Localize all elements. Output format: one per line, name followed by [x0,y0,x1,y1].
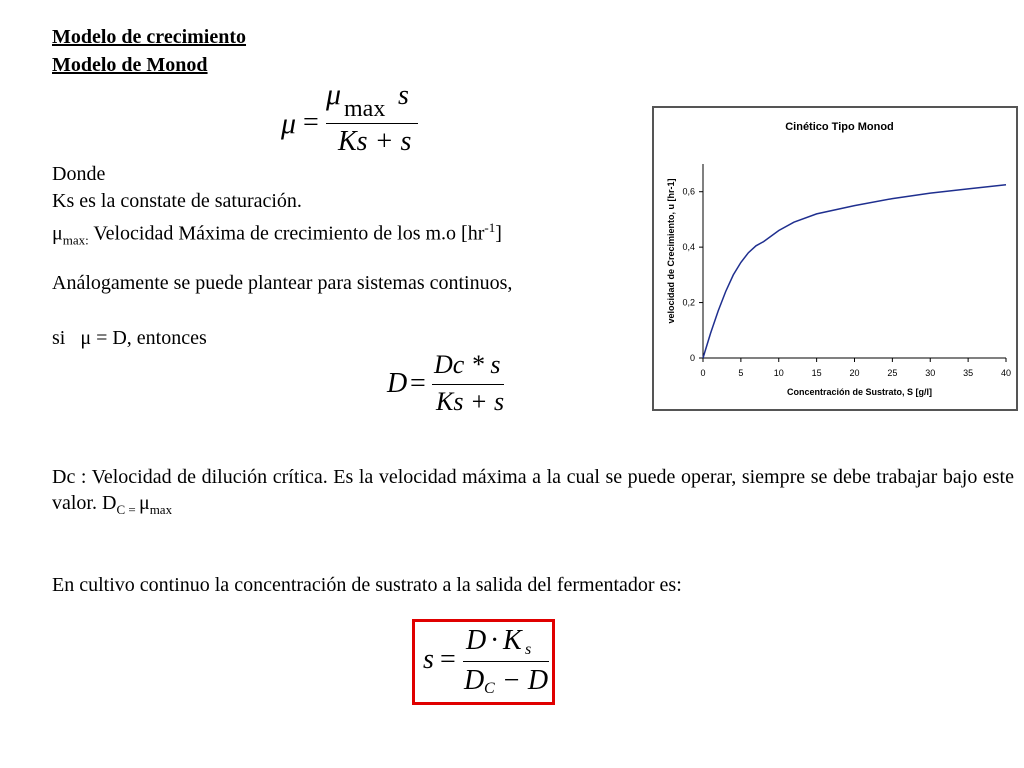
chart-x-tick-label: 30 [925,368,936,378]
chart-x-tick-label: 25 [887,368,898,378]
chart-x-axis-label: Concentración de Sustrato, S [g/l] [786,387,933,397]
substrate-den-sub: C [484,680,495,697]
dilution-num: Dc * s [434,350,501,379]
monod-chart-svg [654,108,1016,409]
substrate-num-dot: · [490,625,500,656]
mumax-sup: -1 [484,220,496,235]
monod-den: Ks + s [338,126,412,157]
chart-x-tick-label: 40 [1000,368,1012,378]
monod-lhs: μ [281,107,297,140]
substrate-lhs: s [423,644,434,675]
dc-sub-c: C = [116,502,139,517]
substrate-den-d: D [464,665,485,696]
chart-x-tick-label: 35 [963,368,974,378]
chart-y-axis-label: velocidad de Crecimiento, u [hr-1] [666,178,676,324]
text-donde: Donde [52,163,106,185]
mumax-sub: max: [62,232,89,248]
substrate-num-d: D [466,625,487,656]
text-analogamente: Análogamente se puede plantear para sistemas continuos, [52,272,513,294]
chart-x-tick-label: 10 [773,368,784,378]
substrate-num-sub: s [525,641,532,658]
substrate-den-rest: − D [495,665,549,696]
chart-title: Cinético Tipo Monod [785,121,894,133]
substrate-fraction-bar [463,661,549,662]
text-cultivo-continuo: En cultivo continuo la concentración de sustrato a la salida del fermentador es: [52,574,682,596]
text-mumax-definition [52,215,502,254]
monod-chart [652,106,1018,411]
heading-modelo-crecimiento: Modelo de crecimiento [52,26,247,48]
substrate-num-k: K [503,625,522,656]
monod-fraction-bar [326,123,418,124]
text-si-mu-d: si μ = D, entonces [52,327,207,349]
chart-x-tick-label: 5 [738,368,744,378]
dc-sub-max: max [149,502,173,517]
chart-x-tick-label: 0 [700,368,706,378]
dilution-fraction-bar [432,384,504,385]
chart-y-tick-label: 0 [689,353,695,363]
chart-y-tick-label: 0,6 [682,186,695,197]
monod-num-s: s [398,80,409,111]
dilution-den: Ks + s [436,387,505,416]
chart-y-tick-label: 0,2 [682,297,695,308]
heading-modelo-monod: Modelo de Monod [52,54,208,76]
mumax-text: Velocidad Máxima de crecimiento de los m.o [hr [88,222,485,245]
mumax-symbol: μ [52,222,63,245]
dilution-equals: = [410,368,426,399]
chart-series-line-u [703,185,1006,358]
monod-num-mu: μ [326,78,342,111]
dilution-lhs: D [387,368,408,399]
monod-num-max: max [344,96,386,122]
monod-equals: = [303,107,319,138]
text-ks-definition: Ks es la constate de saturación. [52,190,302,212]
dc-mu: μ [138,492,150,514]
dc-text: Dc : Velocidad de dilución crítica. Es la velocidad máxima a la cual se puede operar, siempre se debe trabajar bajo este valor. D [52,466,1014,514]
chart-x-tick-label: 20 [849,368,860,378]
mumax-close: ] [495,222,502,245]
chart-y-tick-label: 0,4 [682,242,695,253]
chart-x-tick-label: 15 [811,368,822,378]
text-dc-paragraph [52,464,1014,523]
substrate-equals: = [440,644,456,675]
